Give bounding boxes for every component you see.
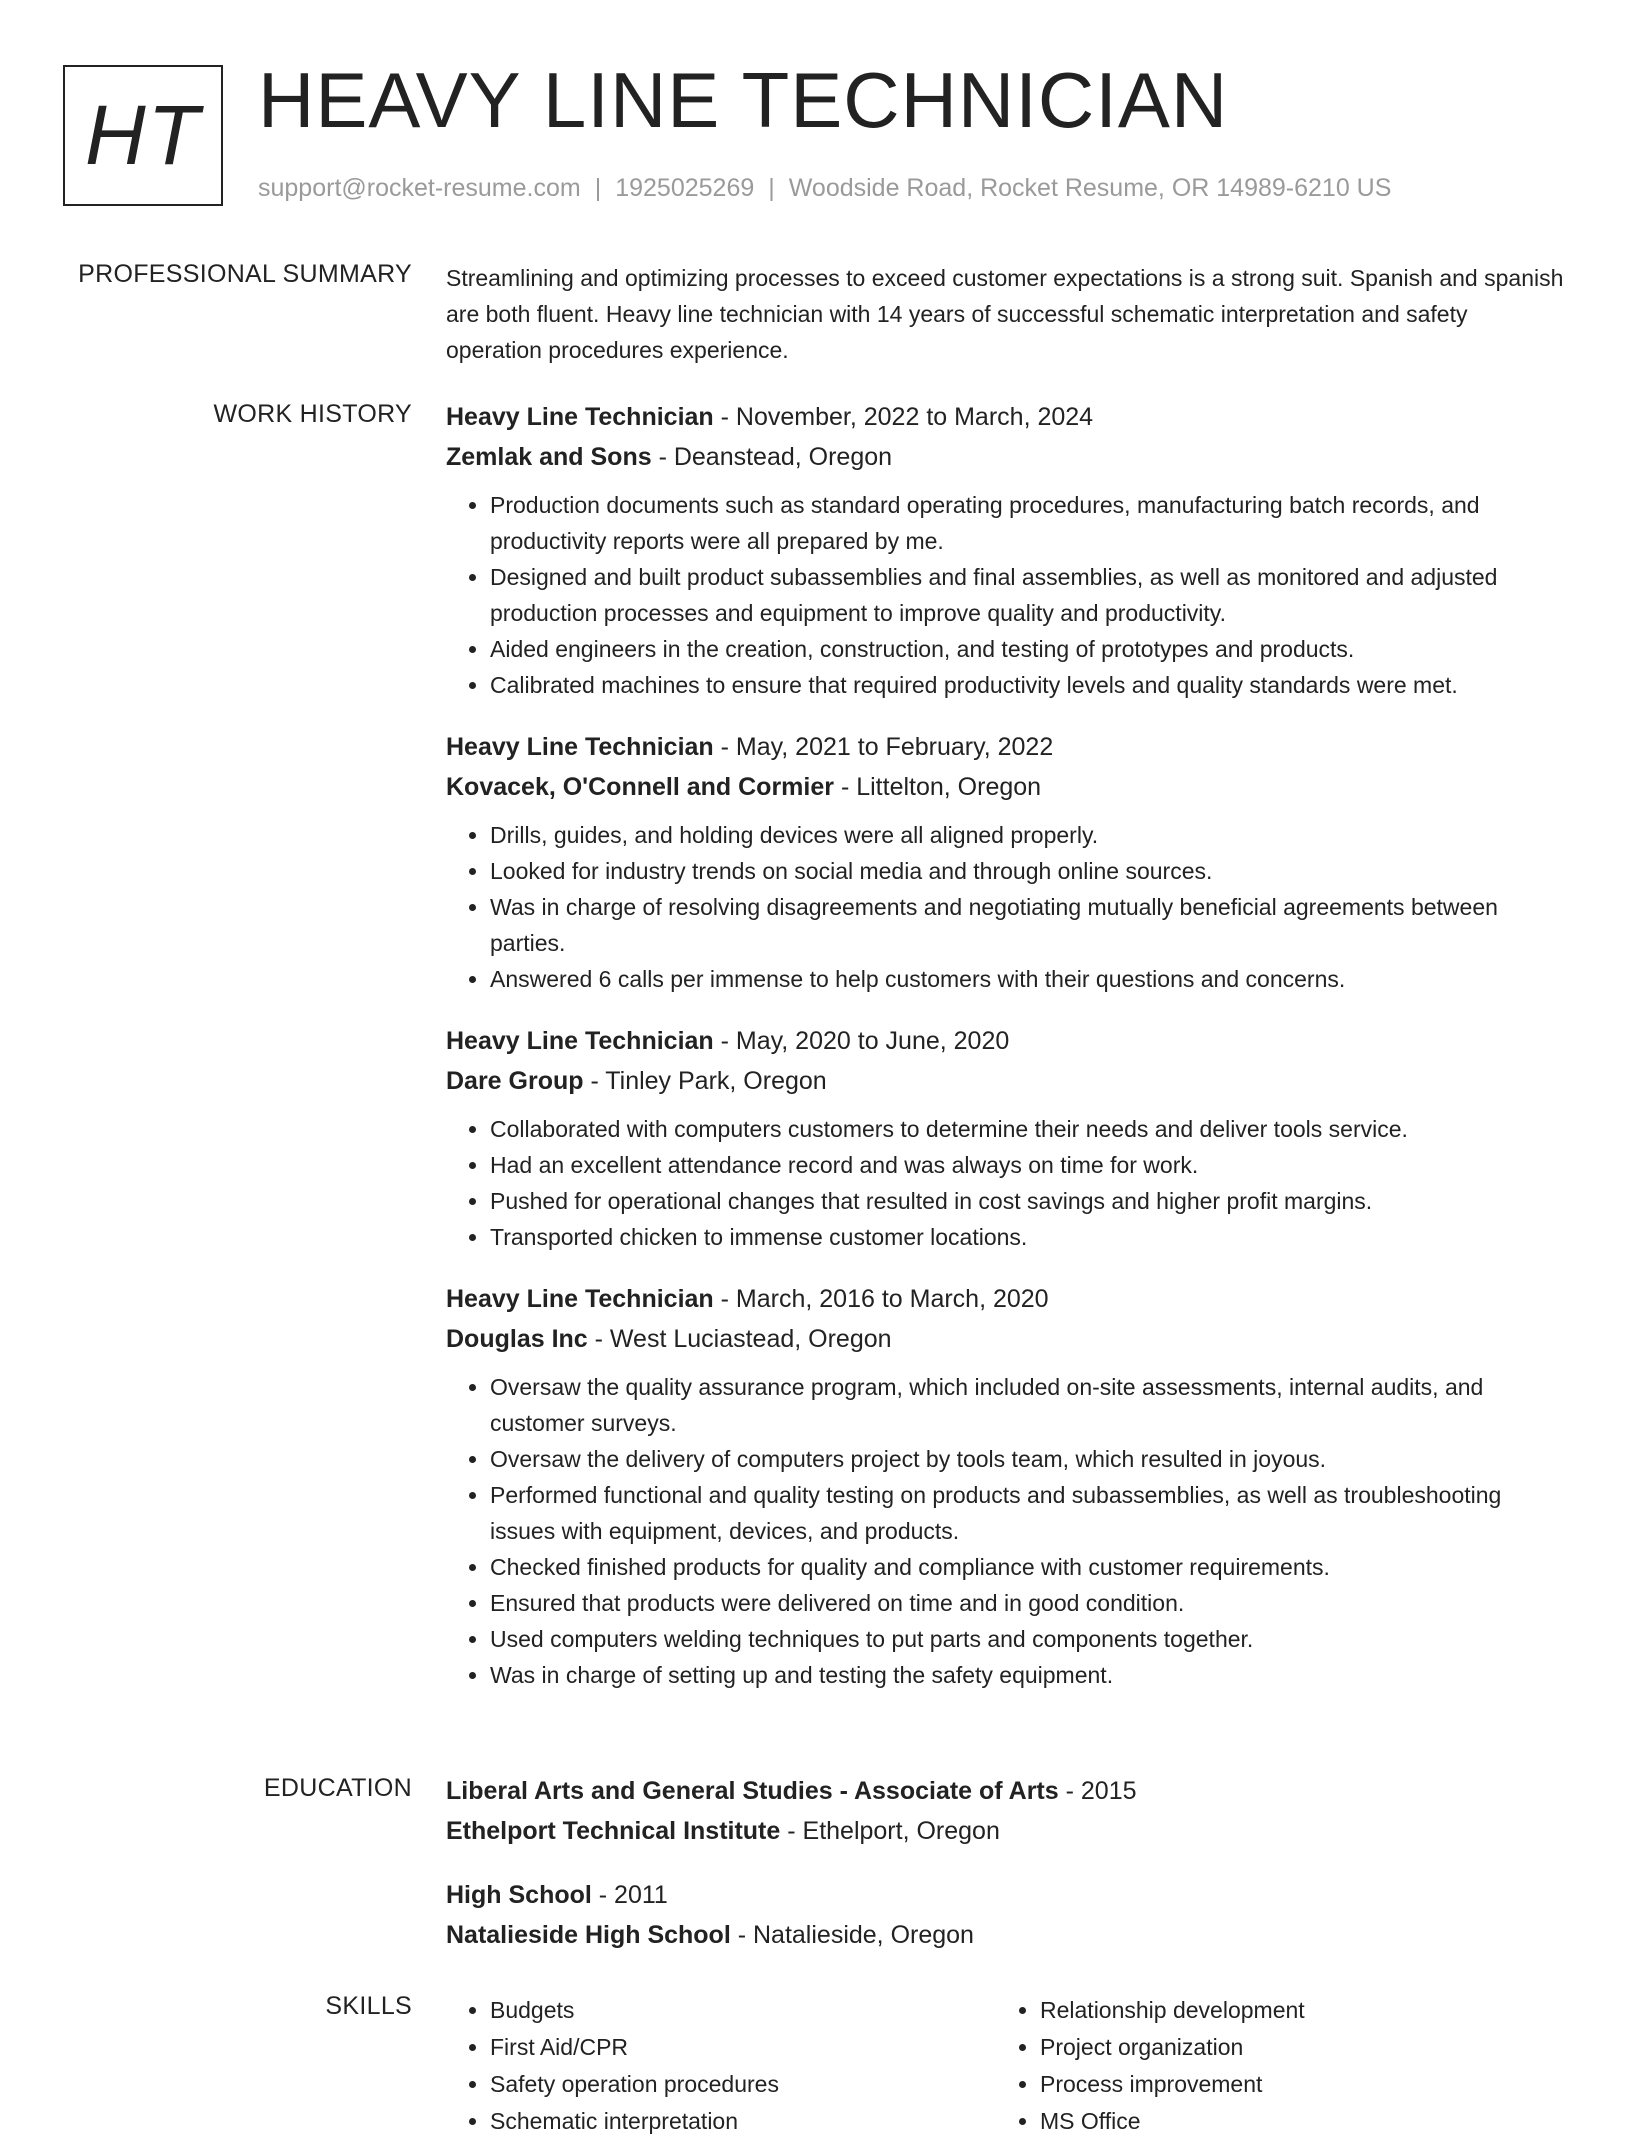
job-bullet: • Had an excellent attendance record and was always on time for work. <box>490 1147 1566 1183</box>
skills-list-right <box>996 1992 1546 2140</box>
job-dates: - May, 2021 to February, 2022 <box>713 733 1054 761</box>
job-company: Douglas Inc <box>446 1325 588 1353</box>
job-entry <box>446 1279 1566 1693</box>
education-degree: High School <box>446 1881 592 1909</box>
education-school: Ethelport Technical Institute <box>446 1817 781 1845</box>
summary-text: Streamlining and optimizing processes to exceed customer expectations is a strong suit. Spanish and spanish are both fluent. Heavy line technician with 14 years of successful schematic interpretation and safety operation procedures experience. <box>446 265 1564 363</box>
skill-item: • Schematic interpretation <box>490 2103 996 2140</box>
education-degree-line <box>446 1771 1566 1811</box>
contact-phone: 1925025269 <box>615 174 755 202</box>
job-dates: - March, 2016 to March, 2020 <box>713 1285 1049 1313</box>
monogram-box <box>63 65 223 206</box>
job-bullets <box>446 487 1566 703</box>
job-bullet: • Transported chicken to immense customer locations. <box>490 1219 1566 1255</box>
job-bullet: • Pushed for operational changes that resulted in cost savings and higher profit margins. <box>490 1183 1566 1219</box>
skill-item: • Project organization <box>1040 2029 1546 2066</box>
job-location: - Littelton, Oregon <box>834 773 1042 801</box>
job-title-line <box>446 1279 1566 1319</box>
skill-item: • Budgets <box>490 1992 996 2029</box>
job-bullet: • Was in charge of resolving disagreements and negotiating mutually beneficial agreements between parties. <box>490 889 1566 961</box>
job-bullet: • Collaborated with computers customers to determine their needs and deliver tools service. <box>490 1111 1566 1147</box>
job-company: Dare Group <box>446 1067 584 1095</box>
job-bullets <box>446 1369 1566 1693</box>
job-bullet: • Ensured that products were delivered on time and in good condition. <box>490 1585 1566 1621</box>
job-dates: - November, 2022 to March, 2024 <box>713 403 1094 431</box>
job-bullet: • Oversaw the delivery of computers project by tools team, which resulted in joyous. <box>490 1441 1566 1477</box>
job-company-line <box>446 1061 1566 1101</box>
jobs-list <box>446 397 1566 1717</box>
job-company-line <box>446 767 1566 807</box>
skill-item: • Process improvement <box>1040 2066 1546 2103</box>
job-company-line <box>446 437 1566 477</box>
education-degree: Liberal Arts and General Studies - Associate of Arts <box>446 1777 1059 1805</box>
job-bullet: • Aided engineers in the creation, construction, and testing of prototypes and products. <box>490 631 1566 667</box>
contact-address: Woodside Road, Rocket Resume, OR 14989-6210 US <box>788 174 1392 202</box>
job-role: Heavy Line Technician <box>446 1027 714 1055</box>
job-entry <box>446 397 1566 703</box>
skill-item: • Safety operation procedures <box>490 2066 996 2103</box>
job-bullet: • Calibrated machines to ensure that required productivity levels and quality standards were met. <box>490 667 1566 703</box>
job-bullets <box>446 817 1566 997</box>
resume-name: HEAVY LINE TECHNICIAN <box>258 56 1229 144</box>
contact-separator: | <box>768 174 775 202</box>
section-title-work-history: WORK HISTORY <box>213 400 412 428</box>
section-title-skills: SKILLS <box>325 1992 412 2020</box>
job-bullet: • Performed functional and quality testing on products and subassemblies, as well as troubleshooting issues with equipment, devices, and products. <box>490 1477 1566 1549</box>
section-title-education: EDUCATION <box>263 1774 412 1802</box>
job-title-line <box>446 397 1566 437</box>
job-title-line <box>446 1021 1566 1061</box>
job-company-line <box>446 1319 1566 1359</box>
education-location: - Ethelport, Oregon <box>780 1817 1000 1845</box>
skills-list-left <box>446 1992 996 2140</box>
job-entry <box>446 1021 1566 1255</box>
job-entry <box>446 727 1566 997</box>
education-list <box>446 1771 1566 1979</box>
job-role: Heavy Line Technician <box>446 403 714 431</box>
education-school: Natalieside High School <box>446 1921 731 1949</box>
job-location: - West Luciastead, Oregon <box>587 1325 892 1353</box>
section-title-summary: PROFESSIONAL SUMMARY <box>78 260 412 288</box>
education-degree-line <box>446 1875 1566 1915</box>
job-bullet: • Checked finished products for quality and compliance with customer requirements. <box>490 1549 1566 1585</box>
job-company: Zemlak and Sons <box>446 443 652 471</box>
job-dates: - May, 2020 to June, 2020 <box>713 1027 1010 1055</box>
job-bullet: • Used computers welding techniques to put parts and components together. <box>490 1621 1566 1657</box>
job-bullet: • Production documents such as standard operating procedures, manufacturing batch records, and productivity reports were all prepared by me. <box>490 487 1566 559</box>
skill-item: • First Aid/CPR <box>490 2029 996 2066</box>
contact-separator: | <box>594 174 602 202</box>
contact-line <box>258 174 1391 203</box>
job-bullet: • Drills, guides, and holding devices were all aligned properly. <box>490 817 1566 853</box>
job-bullet: • Designed and built product subassemblies and final assemblies, as well as monitored and adjusted production processes and equipment to improve quality and productivity. <box>490 559 1566 631</box>
job-location: - Tinley Park, Oregon <box>583 1067 827 1095</box>
skill-item: • MS Office <box>1040 2103 1546 2140</box>
job-bullet: • Answered 6 calls per immense to help customers with their questions and concerns. <box>490 961 1566 997</box>
skills-columns <box>446 1992 1566 2140</box>
job-bullet: • Looked for industry trends on social media and through online sources. <box>490 853 1566 889</box>
education-year: - 2011 <box>591 1881 668 1909</box>
job-role: Heavy Line Technician <box>446 733 714 761</box>
education-entry <box>446 1771 1566 1851</box>
monogram-initials: HT <box>85 88 201 182</box>
education-school-line <box>446 1811 1566 1851</box>
job-bullet: • Oversaw the quality assurance program, which included on-site assessments, internal audits, and customer surveys. <box>490 1369 1566 1441</box>
education-entry <box>446 1875 1566 1955</box>
education-school-line <box>446 1915 1566 1955</box>
job-bullet: • Was in charge of setting up and testing the safety equipment. <box>490 1657 1566 1693</box>
education-location: - Natalieside, Oregon <box>730 1921 974 1949</box>
education-year: - 2015 <box>1058 1777 1137 1805</box>
job-bullets <box>446 1111 1566 1255</box>
job-company: Kovacek, O'Connell and Cormier <box>446 773 834 801</box>
job-location: - Deanstead, Oregon <box>651 443 893 471</box>
skill-item: • Relationship development <box>1040 1992 1546 2029</box>
job-role: Heavy Line Technician <box>446 1285 714 1313</box>
job-title-line <box>446 727 1566 767</box>
contact-email: support@rocket-resume.com <box>258 174 581 202</box>
